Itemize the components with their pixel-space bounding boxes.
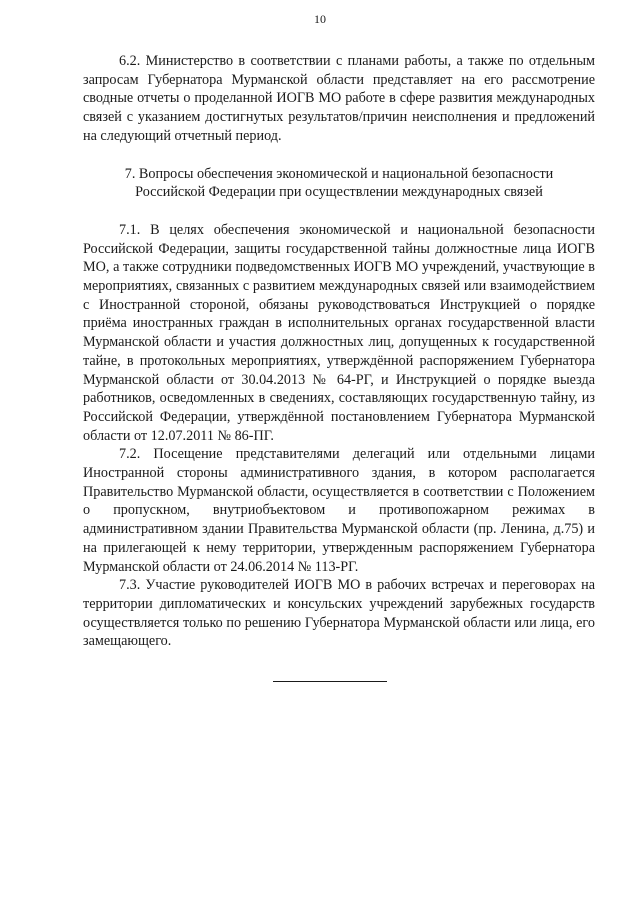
section-7-heading (83, 165, 595, 202)
paragraph-7-2: 7.2. Посещение представителями делегаций или отдельными лицами Иностранной стороны административного здания, в котором располагается Правительство Мурманской области, осуществляется в соответствии с Положением о пропускном, внутриобъектовом и противопожарном режимах в административном здании Правительства Мурманской области (пр. Ленина, д.75) и на прилегающей к нему территории, утвержденным распоряжением Губернатора Мурманской области от 24.06.2014 № 113-РГ. (83, 446, 595, 575)
paragraph-7-1: 7.1. В целях обеспечения экономической и национальной безопасности Российской Федерации, защиты государственной тайны должностные лица ИОГВ МО, а также сотрудники подведомственных ИОГВ МО учреждений, участвующие в мероприятиях, связанных с развитием международных связей или взаимодействием с Иностранной стороной, обязаны руководствоваться Инструкцией о порядке приёма иностранных граждан в исполнительных органах государственной власти Мурманской области и участия должностных лиц, допущенных к государственной тайне, в протокольных мероприятиях, утверждённой распоряжением Губернатора Мурманской области от 30.04.2013 № 64-РГ, и Инструкцией о порядке выезда работников, осведомленных в сведениях, составляющих государственную тайну, из Российской Федерации, утверждённой постановлением Губернатора Мурманской области от 12.07.2011 № 86-ПГ. (83, 221, 595, 444)
end-of-document-divider (273, 681, 387, 682)
paragraph-7-3: 7.3. Участие руководителей ИОГВ МО в рабочих встречах и переговорах на территории дипломатических и консульских учреждений зарубежных государств осуществляется только по решению Губернатора Мурманской области или лица, его замещающего. (83, 577, 595, 650)
section-7-heading-line-1: 7. Вопросы обеспечения экономической и национальной безопасности (124, 165, 554, 182)
document-body (83, 52, 595, 651)
paragraph-6-2: 6.2. Министерство в соответствии с планами работы, а также по отдельным запросам Губернатора Мурманской области представляет на его рассмотрение сводные отчеты о проделанной ИОГВ МО работе в сфере развития международных связей с указанием достигнутых результатов/причин неисполнения и предложений на следующий отчетный период. (83, 53, 595, 144)
section-7-heading-line-2: Российской Федерации при осуществлении международных связей (135, 184, 543, 201)
page-number: 10 (314, 12, 326, 26)
